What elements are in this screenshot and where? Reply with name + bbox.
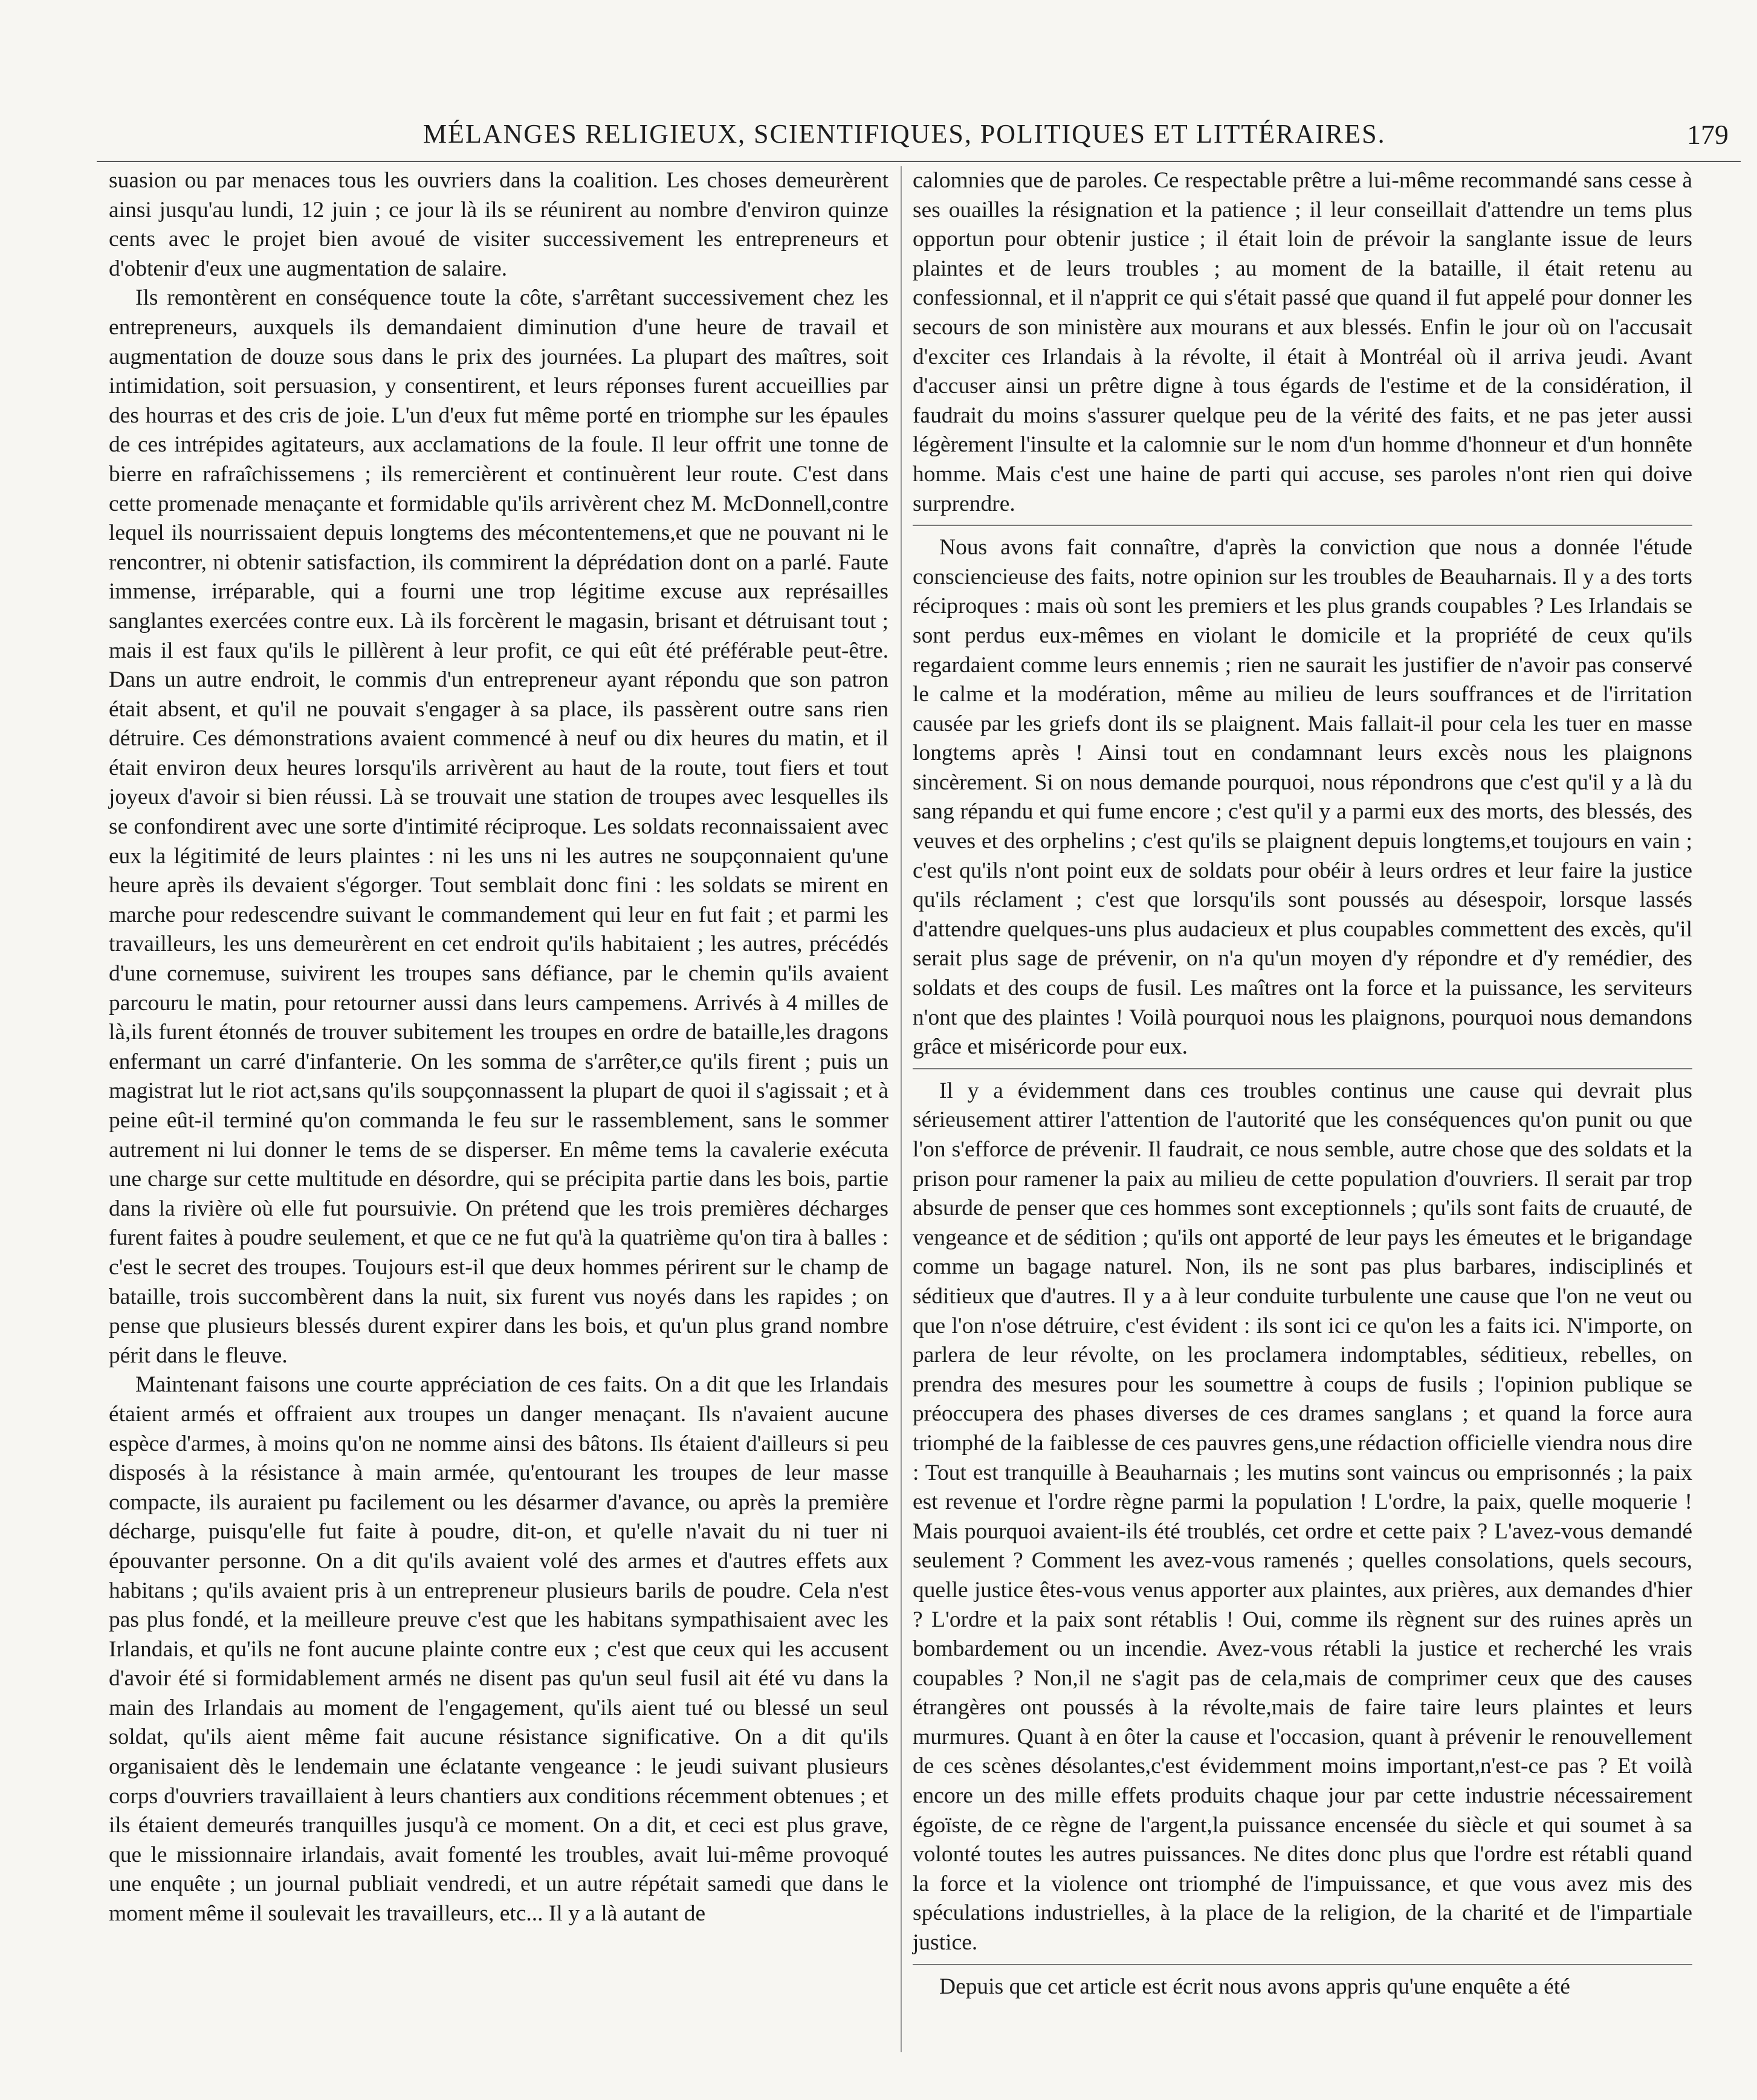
right-paragraph-3: Il y a évidemment dans ces troubles continus une cause qui devrait plus sérieusement attirer l'attention de l'autorité que les conséquences qu'on punit ou que l'on s'efforce de prévenir. Il faudrait, ce nous semble, autre chose que des soldats et la prison pour ramener la paix au milieu de cette population d'ouvriers. Il serait par trop absurde de penser que ces hommes sont exceptionnels ; qu'ils sont faits de cruauté, de vengeance et de sédition ; qu'ils ont apporté de leur pays les émeutes et le brigandage comme un bagage naturel. Non, ils ne sont pas plus barbares, indisciplinés et séditieux que d'autres. Il y a à leur conduite turbulente une cause que l'on ne veut ou que l'on n'ose détruire, c'est évident : ils sont ici ce qu'on les a faits ici. N'importe, on parlera de leur révolte, on les proclamera indomptables, séditieux, rebelles, on prendra des mesures pour les soumettre à coups de fusils ; l'opinion publique se préoccupera des phases diverses de ces drames sanglans ; et quand la force aura triomphé de la faiblesse de ces pauvres gens,une rédaction officielle viendra nous dire : Tout est tranquille à Beauharnais ; les mutins sont vaincus ou emprisonnés ; la paix est revenue et l'ordre règne parmi la population ! L'ordre, la paix, quelle moquerie ! Mais pourquoi avaient-ils été troublés, cet ordre et cette paix ? L'avez-vous demandé seulement ? Comment les avez-vous ramenés ; quelles consolations, quels secours, quelle justice êtes-vous venus apporter aux plaintes, aux prières, aux demandes d'hier ? L'ordre et la paix sont rétablis ! Oui, comme ils règnent sur des ruines après un bombardement ou un incendie. Avez-vous rétabli la justice et recherché les vrais coupables ? Non,il ne s'agit pas de cela,mais de comprimer ceux que des causes étrangères ont poussés à la révolte,mais de faire taire leurs plaintes et leurs murmures. Quant à en ôter la cause et l'occasion, quant à prévenir le renouvellement de ces scènes désolantes,c'est évidemment moins important,n'est-ce pas ? Et voilà encore un des mille effets produits chaque jour par cette industrie nécessairement égoïste, de ce règne de l'argent,la puissance encensée du siècle et qui soumet à sa volonté toutes les autres puissances. Ne dites donc plus que l'ordre est rétabli quand la force et la violence ont triomphé de l'impuissance, et que vous avez mis des spéculations industrielles, à la place de la religion, de la charité et de l'impartiale justice. — [913, 1078, 1692, 1956]
right-column — [913, 166, 1692, 2001]
section-rule — [913, 525, 1692, 526]
column-divider — [901, 166, 902, 2052]
page-number: 179 — [1687, 119, 1729, 150]
right-paragraph-2: Nous avons fait connaître, d'après la conviction que nous a donnée l'étude consciencieuse des faits, notre opinion sur les troubles de Beauharnais. Il y a des torts réciproques : mais où sont les premiers et les plus grands coupables ? Les Irlandais se sont perdus eux-mêmes en violant le domicile et la propriété de ceux qu'ils regardaient comme leurs ennemis ; rien ne saurait les justifier de n'avoir pas conservé le calme et la modération, même au milieu de leurs souffrances et de l'irritation causée par les griefs dont ils se plaignent. Mais fallait-il pour cela les tuer en masse longtems après ! Ainsi tout en condamnant leurs excès nous les plaignons sincèrement. Si on nous demande pourquoi, nous répondrons que c'est qu'il y a là du sang répandu et qui fume encore ; c'est qu'il y a parmi eux des morts, des blessés, des veuves et des orphelins ; c'est qu'ils se plaignent depuis longtems,et toujours en vain ; c'est qu'ils n'ont point eux de soldats pour obéir à leurs ordres et leur faire la justice qu'ils réclament ; c'est que lorsqu'ils sont poussés au désespoir, lorsque lassés d'attendre quelques-uns plus audacieux et plus coupables commettent des excès, qu'il serait plus sage de prévenir, on n'a qu'un moyen d'y répondre et d'y remédier, des soldats et des coups de fusil. Les maîtres ont la force et la puissance, les serviteurs n'ont que des plaintes ! Voilà pourquoi nous les plaignons, pourquoi nous demandons grâce et miséricorde pour eux. — [913, 535, 1692, 1060]
left-paragraph-3: Maintenant faisons une courte appréciation de ces faits. On a dit que les Irlandais étaient armés et offraient aux troupes un danger menaçant. Ils n'avaient aucune espèce d'armes, à moins qu'on ne nomme ainsi des bâtons. Ils étaient d'ailleurs si peu disposés à la résistance à main armée, qu'entourant les troupes de leur masse compacte, ils auraient pu facilement ou les désarmer d'avance, ou après la première décharge, puisqu'elle fut faite à poudre, dit-on, et qu'elle n'avait du ni tuer ni épouvanter personne. On a dit qu'ils avaient volé des armes et d'autres effets aux habitans ; qu'ils avaient pris à un entrepreneur plusieurs barils de poudre. Cela n'est pas plus fondé, et la meilleure preuve c'est que les habitans sympathisaient avec les Irlandais, et qu'ils ne font aucune plainte contre eux ; c'est que ceux qui les accusent d'avoir été si formidablement armés ne disent pas qu'un seul fusil ait été vu dans la main des Irlandais au moment de l'engagement, qu'ils aient tué ou blessé un seul soldat, qu'ils aient même fait aucune résistance significative. On a dit qu'ils organisaient dès le lendemain une éclatante vengeance : le jeudi suivant plusieurs corps d'ouvriers travaillaient à leurs chantiers aux conditions récemment obtenues ; et ils étaient demeurés tranquilles jusqu'à ce moment. On a dit, et ceci est plus grave, que le missionnaire irlandais, avait fomenté les troubles, avait lui-même provoqué une enquête ; un journal publiait vendredi, et un autre répétait samedi que dans le moment même il soulevait les travailleurs, etc... Il y a là autant de — [109, 1372, 888, 1927]
page-header — [97, 118, 1741, 155]
right-paragraph-1: calomnies que de paroles. Ce respectable prêtre a lui-même recommandé sans cesse à ses ouailles la résignation et la patience ; il leur conseillait d'attendre un tems plus opportun pour obtenir justice ; il était loin de prévoir la sanglante issue de leurs plaintes et de leurs troubles ; au moment de la bataille, il était retenu au confessionnal, et il n'apprit ce qui s'était passé que quand il fut appelé pour donner les secours de son ministère aux mourans et aux blessés. Enfin le jour où on l'accusait d'exciter ces Irlandais à la révolte, il était à Montréal où il arriva jeudi. Avant d'accuser ainsi un prêtre digne à tous égards de l'estime et de la considération, il faudrait du moins s'assurer quelque peu de la vérité des faits, et ne pas jeter aussi légèrement l'insulte et la calomnie sur le nom d'un homme d'honneur et d'un honnête homme. Mais c'est une haine de parti qui accuse, ses paroles n'ont rien qui doive surprendre. — [913, 168, 1692, 516]
section-rule — [913, 1964, 1692, 1965]
section-rule — [913, 1068, 1692, 1069]
left-paragraph-1: suasion ou par menaces tous les ouvriers dans la coalition. Les choses demeurèrent ainsi jusqu'au lundi, 12 juin ; ce jour là ils se réunirent au nombre d'environ quinze cents avec le projet bien avoué de visiter successivement les entrepreneurs et d'obtenir d'eux une augmentation de salaire. — [109, 168, 888, 281]
right-paragraph-4: Depuis que cet article est écrit nous avons appris qu'une enquête a été — [939, 1974, 1570, 1999]
left-column — [109, 166, 888, 1929]
running-title: MÉLANGES RELIGIEUX, SCIENTIFIQUES, POLITIQUES ET LITTÉRAIRES. — [423, 119, 1386, 149]
header-rule — [97, 161, 1741, 162]
left-paragraph-2: Ils remontèrent en conséquence toute la côte, s'arrêtant successivement chez les entrepreneurs, auxquels ils demandaient diminution d'une heure de travail et augmentation de douze sous dans le prix des journées. La plupart des maîtres, soit intimidation, soit persuasion, y consentirent, et leurs réponses furent accueillies par des hourras et des cris de joie. L'un d'eux fut même porté en triomphe sur les épaules de ces intrépides agitateurs, aux acclamations de la foule. Il leur offrit une tonne de bierre en rafraîchissemens ; ils remercièrent et continuèrent leur route. C'est dans cette promenade menaçante et formidable qu'ils arrivèrent chez M. McDonnell,contre lequel ils nourrissaient depuis longtems des mécontentemens,et que ne pouvant ni le rencontrer, ni obtenir satisfaction, ils commirent la déprédation dont on a parlé. Faute immense, irréparable, qui a fourni une trop légitime excuse aux représailles sanglantes exercées contre eux. Là ils forcèrent le magasin, brisant et détruisant tout ; mais il est faux qu'ils le pillèrent à leur profit, ce qui eût été préférable peut-être. Dans un autre endroit, le commis d'un entrepreneur ayant répondu que son patron était absent, et qu'il ne pouvait s'engager à sa place, ils passèrent outre sans rien détruire. Ces démonstrations avaient commencé à neuf ou dix heures du matin, et il était environ deux heures lorsqu'ils arrivèrent au haut de la route, tout fiers et tout joyeux d'avoir si bien réussi. Là se trouvait une station de troupes avec lesquelles ils se confondirent avec une sorte d'intimité réciproque. Les soldats reconnaissaient avec eux la légitimité de leurs plaintes : ni les uns ni les autres ne soupçonnaient qu'une heure après ils devaient s'égorger. Tout semblait donc fini : les soldats se mirent en marche pour redescendre suivant le commandement qui leur en fut fait ; et parmi les travailleurs, les uns demeurèrent en cet endroit qu'ils habitaient ; les autres, précédés d'une cornemuse, suivirent les troupes sans défiance, par le chemin qu'ils avaient parcouru le matin, pour retourner aussi dans leurs campemens. Arrivés à 4 milles de là,ils furent étonnés de trouver subitement les troupes en ordre de bataille,les dragons enfermant un carré d'infanterie. On les somma de s'arrêter,ce qu'ils firent ; puis un magistrat lut le riot act,sans qu'ils soupçonnassent la plupart de quoi il s'agissait ; et à peine eût-il terminé qu'on commanda le feu sur le rassemblement, sans le sommer autrement ni lui donner le tems de se disperser. En même tems la cavalerie exécuta une charge sur cette multitude en désordre, qui se précipita partie dans les bois, partie dans la rivière où elle fut poursuivie. On prétend que les trois premières décharges furent faites à poudre seulement, et que ce ne fut qu'à la quatrième qu'on tira à balles : c'est le secret des troupes. Toujours est-il que deux hommes périrent sur le champ de bataille, trois succombèrent dans la nuit, six furent vus noyés dans les rapides ; on pense que plusieurs blessés durent expirer dans les bois, et qu'un plus grand nombre périt dans le fleuve. — [109, 285, 888, 1368]
